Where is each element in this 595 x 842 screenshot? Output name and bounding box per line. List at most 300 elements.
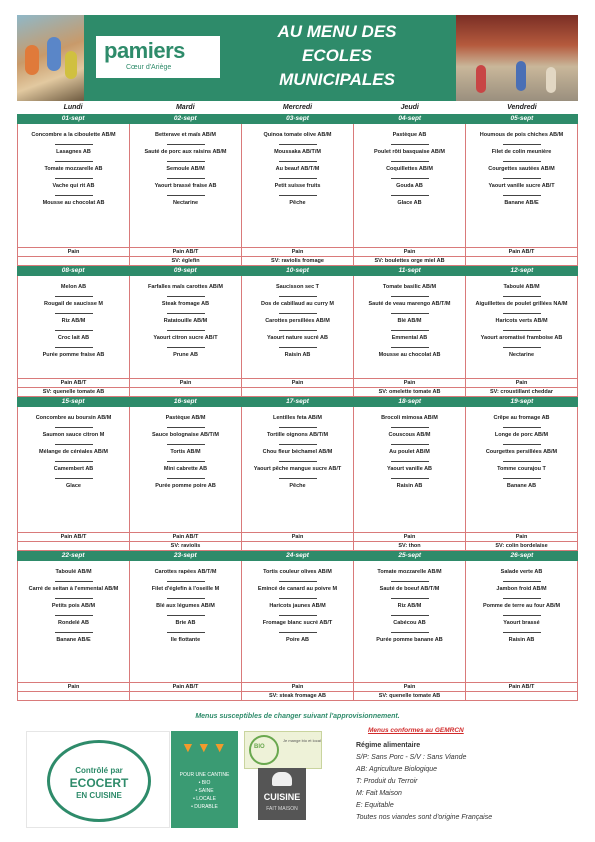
- dish-separator: [167, 444, 205, 445]
- dish-separator: [279, 161, 317, 162]
- bread-label: Pain: [242, 378, 353, 387]
- dish-separator: [503, 444, 541, 445]
- dish-item: Emmental AB: [391, 335, 428, 341]
- date-label: 11-sept: [398, 267, 421, 274]
- dish-separator: [55, 296, 93, 297]
- dish-separator: [503, 330, 541, 331]
- dish-item: Blé aux légumes AB/M: [156, 603, 215, 609]
- day-menu-cell: [466, 124, 578, 266]
- dish-separator: [279, 581, 317, 582]
- dish-item: Concombre a la ciboulette AB/M: [31, 132, 116, 138]
- dish-item: Filet de colin meunière: [491, 149, 552, 155]
- dates-row: [17, 266, 578, 276]
- dish-item: Glace: [66, 483, 81, 489]
- dish-separator: [503, 478, 541, 479]
- dish-separator: [391, 632, 429, 633]
- title-line-1: AU MENU DES: [277, 22, 397, 41]
- day-menu-cell: [466, 407, 578, 551]
- dish-separator: [391, 296, 429, 297]
- dish-separator: [279, 313, 317, 314]
- regime-legend: [356, 740, 492, 824]
- dish-item: Ile flottante: [170, 637, 201, 643]
- dish-item: Lasagnes AB: [56, 149, 91, 155]
- bread-label: Pain AB/T: [130, 532, 241, 541]
- bread-label: Pain: [242, 532, 353, 541]
- week-block: [17, 397, 578, 551]
- date-label: 05-sept: [510, 115, 534, 122]
- dish-item: Sauté de veau marengo AB/T/M: [368, 301, 451, 307]
- dish-separator: [167, 347, 205, 348]
- menu-row: [17, 124, 578, 266]
- menu-change-note: Menus susceptibles de changer suivant l'approvisionnement.: [195, 713, 400, 720]
- dish-item: Yaourt vanille AB: [386, 466, 433, 472]
- dish-item: Petit suisse fruits: [274, 183, 321, 189]
- day-menu-cell: [18, 276, 130, 397]
- dish-item: Haricots jaunes AB/M: [269, 603, 326, 609]
- logo-main: pamiers: [104, 38, 185, 63]
- dish-item: Farfalles maïs carottes AB/M: [148, 284, 223, 290]
- day-menu-cell: [354, 407, 466, 551]
- substitute-label: [130, 387, 241, 396]
- date-label: 17-sept: [286, 398, 309, 405]
- dish-item: Carottes persillées AB/M: [265, 318, 330, 324]
- dish-item: Courgettes sautées AB/M: [488, 166, 555, 172]
- dish-item: Banane AB: [506, 483, 537, 489]
- fait-maison-logo: CUISINE FAIT MAISON: [258, 768, 306, 820]
- bio-local-logo: BIO Je mange bio et local: [244, 731, 322, 769]
- dish-separator: [167, 330, 205, 331]
- dish-item: Camembert AB: [53, 466, 94, 472]
- dish-item: Tomme courajou T: [497, 466, 546, 472]
- dish-separator: [503, 347, 541, 348]
- day-menu-cell: [242, 407, 354, 551]
- substitute-label: [18, 541, 129, 550]
- dish-item: Tomate basilic AB/M: [382, 284, 437, 290]
- dish-item: Pastèque AB: [392, 132, 427, 138]
- dish-separator: [167, 313, 205, 314]
- day-header: Jeudi: [400, 104, 419, 111]
- dish-separator: [167, 461, 205, 462]
- bread-label: Pain: [242, 247, 353, 256]
- substitute-label: [18, 256, 129, 265]
- dish-separator: [55, 161, 93, 162]
- day-menu-cell: [18, 124, 130, 266]
- dish-item: Yaourt vanille sucre AB/T: [488, 183, 555, 189]
- date-label: 04-sept: [398, 115, 422, 122]
- dish-separator: [55, 195, 93, 196]
- day-menu-cell: [18, 561, 130, 701]
- substitute-label: SV: églefin: [130, 256, 241, 265]
- dish-separator: [55, 144, 93, 145]
- substitute-label: SV: quenelle tomate AB: [18, 387, 129, 396]
- dish-item: Au poulet AB/M: [389, 449, 430, 455]
- date-label: 01-sept: [61, 115, 85, 122]
- dish-item: Croc lait AB: [57, 335, 90, 341]
- dish-item: Glace AB: [397, 200, 422, 206]
- dish-item: Prune AB: [173, 352, 198, 358]
- dish-item: Concombre au boursin AB/M: [35, 415, 112, 421]
- dish-separator: [167, 178, 205, 179]
- dish-item: Taboulé AB/M: [503, 284, 540, 290]
- day-menu-cell: [130, 276, 242, 397]
- page-title: [232, 20, 442, 92]
- dish-separator: [503, 195, 541, 196]
- date-label: 12-sept: [510, 267, 534, 274]
- pamiers-logo: [96, 36, 220, 78]
- bread-label: Pain: [354, 378, 465, 387]
- bread-label: Pain AB/T: [466, 682, 577, 691]
- dish-item: Nectarine: [508, 352, 535, 358]
- dish-separator: [391, 144, 429, 145]
- dish-item: Fromage blanc sucré AB/T: [262, 620, 333, 626]
- week-block: [17, 114, 578, 266]
- dish-separator: [503, 313, 541, 314]
- substitute-label: SV: colin bordelaise: [466, 541, 577, 550]
- bread-label: Pain: [242, 682, 353, 691]
- dish-separator: [279, 330, 317, 331]
- substitute-label: [18, 691, 129, 700]
- dish-item: Banane AB/E: [504, 200, 539, 206]
- dish-item: Coquillettes AB/M: [386, 166, 433, 172]
- substitute-label: SV: raviolis fromage: [242, 256, 353, 265]
- dish-item: Sauce bolognaise AB/T/M: [151, 432, 220, 438]
- day-menu-cell: [242, 124, 354, 266]
- dish-separator: [391, 195, 429, 196]
- day-header: Vendredi: [507, 104, 537, 111]
- dish-item: Melon AB: [60, 284, 87, 290]
- day-menu-cell: [354, 124, 466, 266]
- dish-separator: [167, 478, 205, 479]
- dish-separator: [55, 347, 93, 348]
- dish-separator: [55, 598, 93, 599]
- dish-separator: [55, 313, 93, 314]
- dish-item: Chou fleur béchamel AB/M: [262, 449, 333, 455]
- day-header: Lundi: [63, 104, 83, 111]
- dish-item: Carottes rapées AB/T/M: [154, 569, 217, 575]
- date-label: 16-sept: [173, 398, 197, 405]
- dish-item: Pastèque AB/M: [165, 415, 206, 421]
- date-label: 09-sept: [173, 267, 197, 274]
- dish-item: Mélange de céréales AB/M: [39, 449, 108, 455]
- day-header: Mercredi: [282, 104, 313, 111]
- dish-separator: [279, 461, 317, 462]
- day-menu-cell: [354, 276, 466, 397]
- dish-separator: [167, 427, 205, 428]
- title-line-3: MUNICIPALES: [279, 70, 395, 89]
- dish-item: Banane AB/E: [56, 637, 91, 643]
- dish-item: Carré de seitan à l'emmental AB/M: [28, 586, 119, 592]
- dish-separator: [279, 296, 317, 297]
- dish-separator: [503, 581, 541, 582]
- menu-grid: [17, 104, 578, 701]
- regime-line: S/P: Sans Porc - S/V : Sans Viande: [356, 754, 467, 761]
- dish-separator: [55, 427, 93, 428]
- ecocert-logo: Contrôlé par ECOCERT EN CUISINE: [26, 731, 170, 828]
- dish-item: Cabécou AB: [393, 620, 426, 626]
- dish-item: Tortille oignons AB/T/M: [266, 432, 329, 438]
- week-block: [17, 551, 578, 701]
- bread-label: Pain: [466, 532, 577, 541]
- dish-separator: [55, 632, 93, 633]
- dish-item: Riz AB/M: [397, 603, 422, 609]
- substitute-label: [242, 541, 353, 550]
- substitute-label: SV: omelette tomate AB: [354, 387, 465, 396]
- dish-item: Yaourt aromatisé framboise AB: [480, 335, 563, 341]
- date-label: 22-sept: [61, 552, 85, 559]
- dish-item: Steak fromage AB: [161, 301, 210, 307]
- dish-item: Yaourt nature sucré AB: [267, 335, 328, 341]
- dish-separator: [503, 598, 541, 599]
- dish-separator: [391, 161, 429, 162]
- dish-separator: [279, 195, 317, 196]
- dish-item: Crêpe au fromage AB: [493, 415, 550, 421]
- dish-separator: [503, 632, 541, 633]
- dish-item: Tomate mozzarelle AB: [44, 166, 103, 172]
- carrot-icon: ▼▼▼: [181, 739, 229, 755]
- regime-line: M: Fait Maison: [356, 790, 402, 797]
- bread-label: Pain: [354, 682, 465, 691]
- bread-label: Pain: [130, 378, 241, 387]
- date-label: 10-sept: [286, 267, 309, 274]
- dish-item: Pomme de terre au four AB/M: [482, 603, 561, 609]
- dish-separator: [503, 296, 541, 297]
- dish-separator: [55, 330, 93, 331]
- dish-separator: [503, 161, 541, 162]
- dish-separator: [279, 444, 317, 445]
- dish-item: Emincé de canard au poivre M: [257, 586, 338, 592]
- dish-separator: [55, 581, 93, 582]
- dish-separator: [167, 161, 205, 162]
- date-label: 19-sept: [510, 398, 534, 405]
- dish-separator: [391, 313, 429, 314]
- dish-separator: [167, 195, 205, 196]
- dish-separator: [279, 178, 317, 179]
- dish-item: Vache qui rit AB: [52, 183, 95, 189]
- date-label: 24-sept: [286, 552, 309, 559]
- dish-separator: [167, 581, 205, 582]
- dish-separator: [503, 427, 541, 428]
- dish-item: Rougail de saucisse M: [44, 301, 103, 307]
- date-label: 08-sept: [61, 267, 85, 274]
- day-menu-cell: [130, 407, 242, 551]
- day-menu-cell: [466, 561, 578, 701]
- regime-line: T: Produit du Terroir: [356, 778, 418, 785]
- date-label: 23-sept: [173, 552, 197, 559]
- substitute-label: [466, 691, 577, 700]
- dish-item: Yaourt brassé fraise AB: [154, 183, 217, 189]
- dish-item: Sauté de porc aux raisins AB/M: [144, 149, 227, 155]
- dish-separator: [279, 598, 317, 599]
- dish-item: Purée pomme poire AB: [155, 483, 216, 489]
- dish-item: Courgettes persillées AB/M: [485, 449, 558, 455]
- dish-item: Quinoa tomate olive AB/M: [263, 132, 332, 138]
- day-menu-cell: [242, 561, 354, 701]
- day-menu-cell: [354, 561, 466, 701]
- dish-item: Brie AB: [175, 620, 196, 626]
- dish-item: Mousse au chocolat AB: [42, 200, 105, 206]
- day-menu-cell: [18, 407, 130, 551]
- dish-separator: [55, 178, 93, 179]
- header-photo-left: [17, 15, 84, 101]
- dish-separator: [503, 615, 541, 616]
- dish-item: Dos de cabillaud au curry M: [260, 301, 335, 307]
- dish-separator: [279, 632, 317, 633]
- dish-item: Aiguillettes de poulet grillées NA/M: [475, 301, 568, 307]
- dish-separator: [279, 427, 317, 428]
- date-label: 03-sept: [286, 115, 309, 122]
- dish-item: Nectarine: [172, 200, 199, 206]
- gemrcn-note: Menus conformes au GEMRCN: [368, 727, 464, 734]
- dish-separator: [391, 598, 429, 599]
- dish-item: Saumon sauce citron M: [42, 432, 105, 438]
- substitute-label: [466, 256, 577, 265]
- dates-row: [17, 551, 578, 561]
- date-label: 25-sept: [398, 552, 422, 559]
- dish-item: Jambon froid AB/M: [496, 586, 547, 592]
- dish-item: Brocoli mimosa AB/M: [381, 415, 438, 421]
- dish-item: Saucisson sec T: [275, 284, 320, 290]
- substitute-label: SV: thon: [354, 541, 465, 550]
- dish-separator: [167, 296, 205, 297]
- dish-separator: [167, 144, 205, 145]
- dish-item: Betterave et maïs AB/M: [155, 132, 216, 138]
- date-label: 15-sept: [61, 398, 85, 405]
- menu-row: [17, 407, 578, 551]
- dish-separator: [55, 615, 93, 616]
- dish-separator: [55, 461, 93, 462]
- dates-row: [17, 114, 578, 124]
- dish-item: Houmous de pois chiches AB/M: [479, 132, 564, 138]
- dish-separator: [391, 615, 429, 616]
- dish-separator: [391, 461, 429, 462]
- dish-item: Moussaka AB/T/M: [274, 149, 321, 155]
- dish-item: Raisin AB: [396, 483, 423, 489]
- date-label: 26-sept: [510, 552, 534, 559]
- bread-label: Pain: [354, 247, 465, 256]
- regime-line: AB: Agriculture Biologique: [356, 766, 438, 773]
- bread-label: Pain: [18, 247, 129, 256]
- dates-row: [17, 397, 578, 407]
- dish-item: Haricots verts AB/M: [495, 318, 548, 324]
- day-menu-cell: [130, 124, 242, 266]
- bread-label: Pain AB/T: [130, 247, 241, 256]
- dish-item: Yaourt brassé: [503, 620, 540, 626]
- day-menu-cell: [466, 276, 578, 397]
- dish-separator: [391, 581, 429, 582]
- dish-item: Tortis AB/M: [170, 449, 201, 455]
- title-line-2: ECOLES: [302, 46, 372, 65]
- dish-item: Poulet rôti basquaise AB/M: [373, 149, 445, 155]
- day-menu-cell: [130, 561, 242, 701]
- dish-item: Salade verte AB: [500, 569, 543, 575]
- dish-item: Ratatouille AB/M: [163, 318, 208, 324]
- dish-item: Petits pois AB/M: [51, 603, 96, 609]
- dish-item: Mini cabrette AB: [163, 466, 208, 472]
- bread-label: Pain AB/T: [466, 247, 577, 256]
- dish-separator: [55, 444, 93, 445]
- dish-separator: [391, 347, 429, 348]
- dish-item: Poire AB: [285, 637, 310, 643]
- date-label: 18-sept: [398, 398, 422, 405]
- dish-item: Mousse au chocolat AB: [378, 352, 441, 358]
- dish-item: Semoule AB/M: [166, 166, 205, 172]
- dish-item: Raisin AB: [508, 637, 535, 643]
- dish-separator: [279, 144, 317, 145]
- day-menu-cell: [242, 276, 354, 397]
- dish-item: Tortis couleur olives AB/M: [263, 569, 332, 575]
- dish-separator: [391, 444, 429, 445]
- substitute-label: SV: steak fromage AB: [242, 691, 353, 700]
- dish-item: Pêche: [289, 200, 306, 206]
- dish-separator: [503, 461, 541, 462]
- bread-label: Pain: [466, 378, 577, 387]
- dish-item: Gouda AB: [396, 183, 423, 189]
- dish-item: Rondelé AB: [58, 620, 89, 626]
- dish-separator: [391, 478, 429, 479]
- chef-hat-icon: [272, 772, 292, 786]
- substitute-label: [242, 387, 353, 396]
- dish-item: Couscous AB/M: [388, 432, 431, 438]
- dish-item: Riz AB/M: [61, 318, 86, 324]
- regime-line: E: Equitable: [356, 802, 394, 809]
- bread-label: Pain: [354, 532, 465, 541]
- dish-separator: [503, 144, 541, 145]
- dish-item: Lentilles feta AB/M: [273, 415, 322, 421]
- day-header: Mardi: [175, 104, 195, 111]
- bread-label: Pain AB/T: [130, 682, 241, 691]
- dish-separator: [279, 347, 317, 348]
- dish-separator: [391, 427, 429, 428]
- dish-item: Taboulé AB/M: [55, 569, 92, 575]
- substitute-label: [130, 691, 241, 700]
- dish-separator: [279, 478, 317, 479]
- regime-title: Régime alimentaire: [356, 742, 421, 749]
- regime-line: Toutes nos viandes sont d'origine Française: [356, 814, 493, 821]
- substitute-label: SV: boulettes orge miel AB: [354, 256, 465, 265]
- bread-label: Pain: [18, 682, 129, 691]
- day-headers: [17, 104, 578, 114]
- dish-item: Purée pomme banane AB: [376, 637, 443, 643]
- dish-item: Pêche: [289, 483, 306, 489]
- menu-row: [17, 276, 578, 397]
- substitute-label: SV: raviolis: [130, 541, 241, 550]
- dish-separator: [55, 478, 93, 479]
- menu-row: [17, 561, 578, 701]
- dish-item: Blé AB/M: [397, 318, 422, 324]
- dish-item: Sauté de boeuf AB/T/M: [379, 586, 440, 592]
- dish-item: Raisin AB: [284, 352, 311, 358]
- date-label: 02-sept: [173, 115, 197, 122]
- cantine-label: ▼▼▼ POUR UNE CANTINE • BIO • SAINE • LOCALE • DURABLE: [171, 731, 238, 828]
- header-photo-right: [456, 15, 578, 101]
- dish-separator: [503, 178, 541, 179]
- dish-separator: [167, 615, 205, 616]
- dish-item: Filet d'églefin à l'oseille M: [151, 586, 220, 592]
- dish-separator: [391, 178, 429, 179]
- logo-sub: Cœur d'Ariège: [126, 64, 172, 71]
- week-block: [17, 266, 578, 397]
- dish-separator: [279, 615, 317, 616]
- dish-item: Yaourt pêche mangue sucre AB/T: [253, 466, 342, 472]
- dish-separator: [167, 632, 205, 633]
- dish-item: Au beauf AB/T/M: [275, 166, 320, 172]
- bread-label: Pain AB/T: [18, 532, 129, 541]
- dish-item: Longe de porc AB/M: [494, 432, 549, 438]
- dish-item: Purée pomme fraise AB: [42, 352, 105, 358]
- dish-item: Tomate mozzarelle AB/M: [377, 569, 442, 575]
- dish-item: Yaourt citron sucre AB/T: [153, 335, 218, 341]
- bread-label: Pain AB/T: [18, 378, 129, 387]
